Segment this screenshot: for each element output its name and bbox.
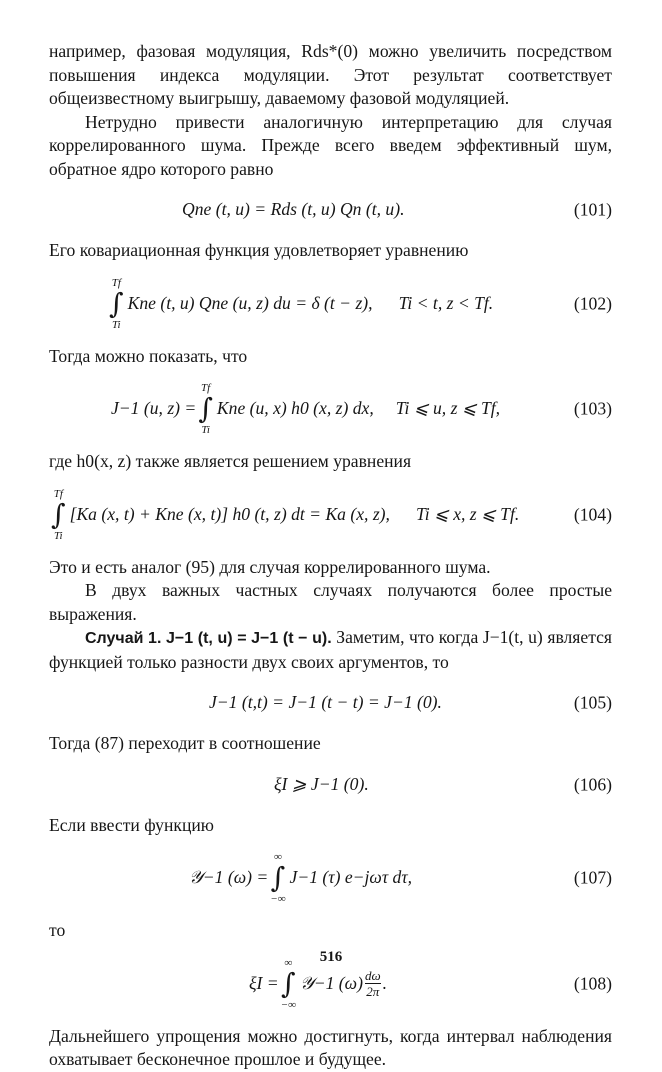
equation-104-condition: Ti ⩽ x, z ⩽ Tf. (415, 503, 520, 524)
integral-upper-limit: Tf (111, 276, 121, 289)
equation-105-number: (105) (573, 692, 612, 713)
equation-105-body: J−1 (t,t) = J−1 (t − t) = J−1 (0). (209, 692, 442, 713)
paragraph-phase-modulation: например, фазовая модуляция, Rds*(0) можно увеличить посредством повышения индекса модуляции. Этот результат соответствует общеизвестному выигрышу, даваемому фазовой модуляцией. (49, 41, 612, 108)
equation-108-number: (108) (573, 972, 612, 993)
integral-symbol: ∫ (51, 497, 66, 531)
page-number: 516 (319, 949, 343, 965)
equation-103-number: (103) (573, 398, 612, 419)
equation-101-number: (101) (573, 199, 612, 220)
fraction (365, 968, 381, 999)
integral-symbol: ∫ (109, 286, 124, 320)
equation-103-body: Kne (u, x) h0 (x, z) dx, (216, 398, 374, 419)
equation-104 (49, 482, 612, 548)
integral-upper-limit: ∞ (273, 851, 282, 863)
paragraph-analog: Это и есть аналог (95) для случая коррелированного шума. (49, 556, 491, 577)
equation-101-body: Qne (t, u) = Rds (t, u) Qn (t, u). (182, 199, 405, 220)
equation-102-number: (102) (573, 292, 612, 313)
fraction-numerator: dω (364, 968, 381, 983)
paragraph-covariance: Его ковариационная функция удовлетворяет уравнению (49, 240, 469, 260)
equation-102 (49, 271, 612, 337)
integral-symbol: ∫ (198, 392, 213, 425)
integral-sign (270, 851, 285, 905)
equation-107-number: (107) (573, 867, 612, 888)
paragraph-show-that: Тогда можно показать, что (49, 345, 248, 366)
integral-lower-limit: −∞ (270, 893, 286, 905)
equation-106 (49, 770, 612, 800)
equation-105 (49, 688, 612, 718)
paragraph-then: то (49, 920, 66, 940)
equation-101 (49, 195, 612, 225)
integral-sign (51, 488, 66, 542)
fraction-denominator: 2π (366, 984, 380, 999)
equation-108-tail: . (382, 972, 388, 993)
paragraph-correlated-noise: Нетрудно привести аналогичную интерпретацию для случая коррелированного шума. Прежде всего введем эффективный шум, обратное ядро которого равно (49, 111, 612, 179)
paragraph-further-simplification: Дальнейшего упрощения можно достигнуть, когда интервал наблюдения охватывает бесконечное прошлое и будущее. (49, 1025, 612, 1069)
integral-lower-limit: Ti (112, 318, 121, 331)
case-1-text: Заметим, что когда J−1(t, u) является функцией только разности двух своих аргументов, то (49, 627, 613, 672)
equation-107 (49, 845, 612, 911)
equation-106-body: ξI ⩾ J−1 (0). (274, 773, 369, 794)
integral-lower-limit: Ti (54, 529, 63, 542)
equation-104-number: (104) (573, 503, 612, 524)
integral-sign (198, 382, 213, 436)
paragraph-case-1 (49, 626, 612, 674)
paragraph-where-h0: где h0(x, z) также является решением уравнения (49, 451, 412, 471)
integral-upper-limit: ∞ (284, 956, 293, 969)
equation-104-body: [Ka (x, t) + Kne (x, t)] h0 (t, z) dt = Ka (x, z), (69, 503, 390, 524)
equation-103-condition: Ti ⩽ u, z ⩽ Tf, (395, 398, 501, 419)
equation-108-lhs: ξI = (249, 972, 279, 993)
equation-107-body: J−1 (τ) e−jωτ dτ, (289, 867, 413, 888)
equation-103 (49, 376, 612, 442)
equation-103-lhs: J−1 (u, z) = (111, 398, 197, 419)
equation-108-body: 𝒴−1 (ω) (299, 972, 363, 993)
equation-102-condition: Ti < t, z < Tf. (398, 292, 494, 313)
integral-upper-limit: Tf (201, 382, 211, 394)
equation-102-body: Kne (t, u) Qne (u, z) du = δ (t − z), (127, 292, 373, 313)
case-1-heading: Случай 1. J−1 (t, u) = J−1 (t − u). (85, 630, 332, 647)
paragraph-special-cases: В двух важных частных случаях получаются более простые выражения. (49, 580, 612, 624)
integral-lower-limit: −∞ (280, 998, 296, 1011)
equation-106-number: (106) (573, 773, 612, 794)
paragraph-then-87: Тогда (87) переходит в соотношение (49, 733, 321, 753)
integral-sign (109, 277, 124, 331)
integral-lower-limit: Ti (201, 424, 210, 436)
paragraph-introduce-function: Если ввести функцию (49, 814, 214, 835)
integral-upper-limit: Tf (53, 487, 63, 500)
integral-symbol: ∫ (281, 966, 296, 1000)
equation-107-lhs: 𝒴−1 (ω) = (189, 867, 269, 888)
integral-symbol: ∫ (270, 861, 286, 894)
